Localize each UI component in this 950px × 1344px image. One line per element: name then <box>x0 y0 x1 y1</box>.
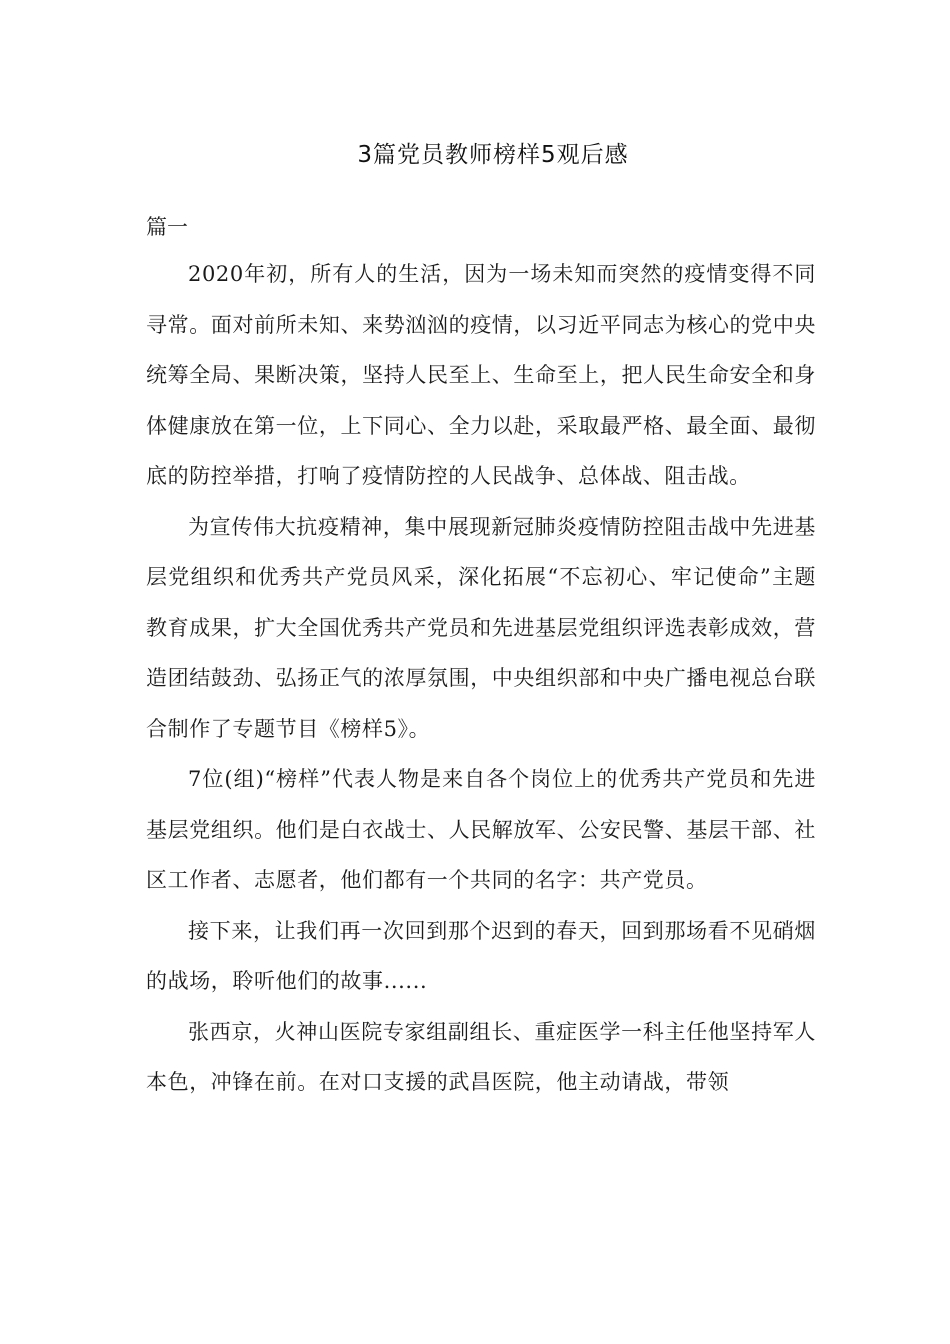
paragraph-3: 7位(组)“榜样”代表人物是来自各个岗位上的优秀共产党员和先进基层党组织。他们是白衣战士、人民解放军、公安民警、基层干部、社区工作者、志愿者，他们都有一个共同的名字：共产党员。 <box>146 767 816 892</box>
paragraph-5: 张西京，火神山医院专家组副组长、重症医学一科主任他坚持军人本色，冲锋在前。在对口支援的武昌医院，他主动请战，带领 <box>146 1019 816 1094</box>
section-label: 篇一 <box>146 215 188 239</box>
paragraph-4: 接下来，让我们再一次回到那个迟到的春天，回到那场看不见硝烟的战场，聆听他们的故事...... <box>146 918 816 993</box>
document-title: 3篇党员教师榜样5观后感 <box>357 142 629 168</box>
paragraph-1: 2020年初，所有人的生活，因为一场未知而突然的疫情变得不同寻常。面对前所未知、来势汹汹的疫情，以习近平同志为核心的党中央统筹全局、果断决策，坚持人民至上、生命至上，把人民生命安全和身体健康放在第一位，上下同心、全力以赴，采取最严格、最全面、最彻底的防控举措，打响了疫情防控的人民战争、总体战、阻击战。 <box>146 262 816 488</box>
document-body <box>146 206 816 1108</box>
paragraph-2: 为宣传伟大抗疫精神，集中展现新冠肺炎疫情防控阻击战中先进基层党组织和优秀共产党员风采，深化拓展“不忘初心、牢记使命”主题教育成果，扩大全国优秀共产党员和先进基层党组织评选表彰成效，营造团结鼓劲、弘扬正气的浓厚氛围，中央组织部和中央广播电视总台联合制作了专题节目《榜样5》。 <box>146 514 816 741</box>
